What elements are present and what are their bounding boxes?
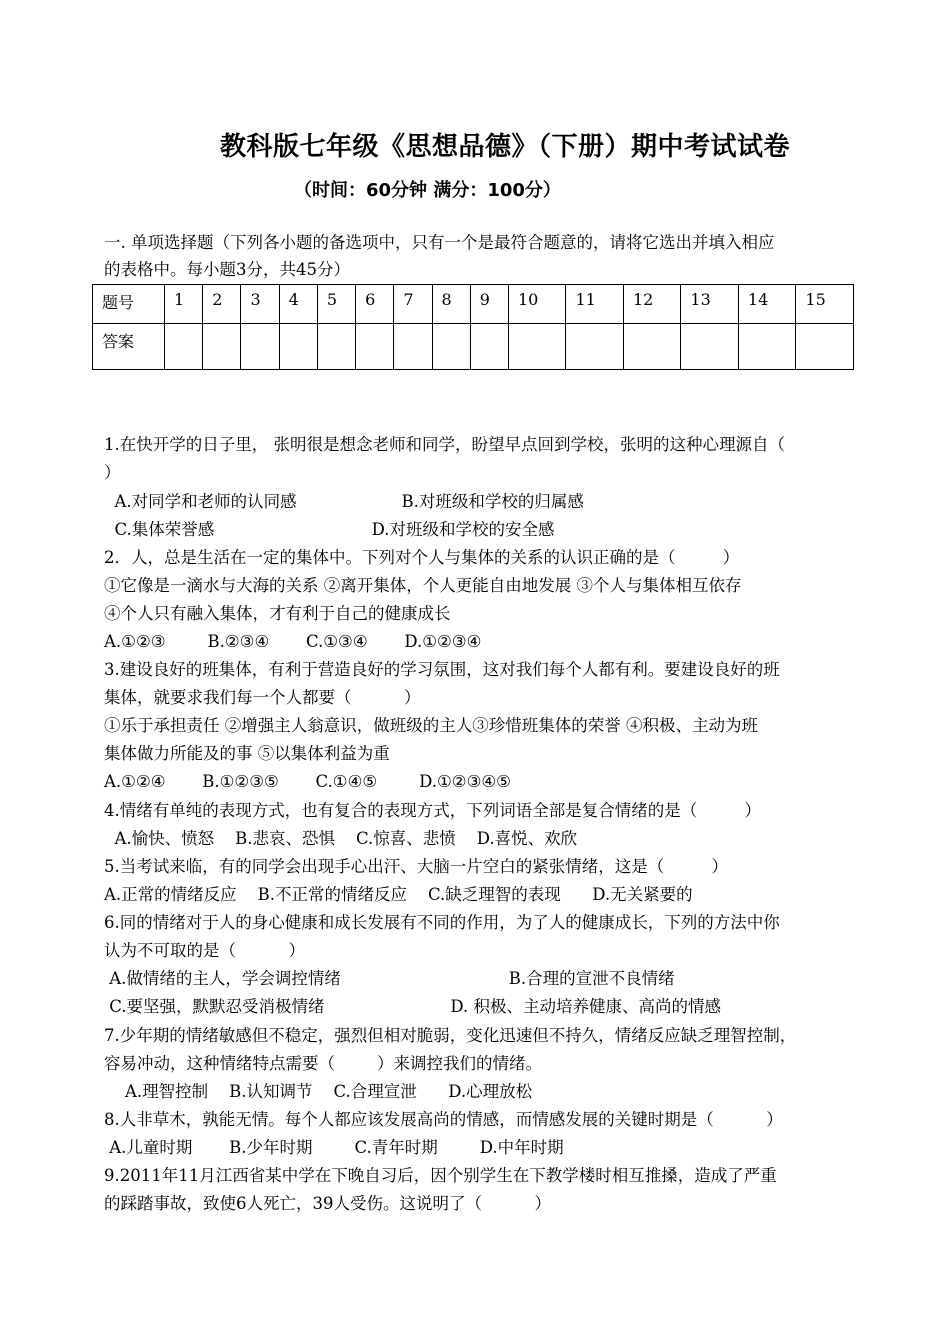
question-text: 4.情绪有单纯的表现方式，也有复合的表现方式，下列词语全部是复合情绪的是（ ） [104, 801, 761, 820]
table-cell: 3 [241, 285, 279, 324]
question-text: ①乐于承担责任 ②增强主人翁意识，做班级的主人③珍惜班集体的荣誉 ④积极、主动为班 [104, 716, 758, 735]
table-cell: 5 [317, 285, 355, 324]
question-text: ①它像是一滴水与大海的关系 ②离开集体，个人更能自由地发展 ③个人与集体相互依存 [104, 576, 742, 595]
answer-option: A.①②③ B.②③④ C.①③④ D.①②③④ [104, 632, 482, 651]
table-cell: 13 [681, 285, 738, 324]
question-text: 集体做力所能及的事 ⑤以集体利益为重 [104, 744, 390, 763]
answer-cell[interactable] [241, 324, 279, 370]
table-cell: 11 [566, 285, 623, 324]
table-cell: 14 [738, 285, 795, 324]
answer-cell[interactable] [432, 324, 470, 370]
section-heading-cont: 的表格中。每小题3分，共45分） [104, 260, 350, 279]
table-row [93, 324, 854, 370]
question-text: 3.建设良好的班集体，有利于营造良好的学习氛围，这对我们每个人都有利。要建设良好的班 [104, 660, 780, 679]
answer-cell[interactable] [165, 324, 203, 370]
answer-cell[interactable] [796, 324, 854, 370]
answer-option: A.①②④ B.①②③⑤ C.①④⑤ D.①②③④⑤ [104, 772, 511, 791]
answer-cell[interactable] [470, 324, 508, 370]
page-title: 教科版七年级《思想品德》（下册）期中考试试卷 [219, 132, 790, 162]
answer-option: C.要坚强，默默忍受消极情绪 D. 积极、主动培养健康、高尚的情感 [104, 997, 722, 1016]
question-text: 5.当考试来临，有的同学会出现手心出汗、大脑一片空白的紧张情绪，这是（ ） [104, 857, 728, 876]
exam-subtitle: （时间：60分钟 满分：100分） [294, 180, 561, 201]
answer-cell[interactable] [394, 324, 432, 370]
question-text: 集体，就要求我们每一个人都要（ ） [104, 688, 421, 707]
table-cell: 9 [470, 285, 508, 324]
table-cell: 12 [623, 285, 680, 324]
question-text: 容易冲动，这种情绪特点需要（ ）来调控我们的情绪。 [104, 1054, 542, 1073]
answer-cell[interactable] [738, 324, 795, 370]
table-cell: 15 [796, 285, 854, 324]
answer-option: A.理智控制 B.认知调节 C.合理宣泄 D.心理放松 [104, 1082, 533, 1101]
question-text: 6.同的情绪对于人的身心健康和成长发展有不同的作用，为了人的健康成长，下列的方法中你 [104, 913, 780, 932]
table-row [93, 285, 854, 324]
answer-cell[interactable] [623, 324, 680, 370]
table-cell: 10 [508, 285, 565, 324]
question-text: ） [104, 463, 121, 482]
answer-option: A.对同学和老师的认同感 B.对班级和学校的归属感 [104, 492, 584, 511]
answer-cell[interactable] [279, 324, 317, 370]
answer-cell[interactable] [317, 324, 355, 370]
answer-cell[interactable] [681, 324, 738, 370]
answer-option: A.正常的情绪反应 B.不正常的情绪反应 C.缺乏理智的表现 D.无关紧要的 [104, 885, 693, 904]
table-cell: 1 [165, 285, 203, 324]
question-text: 的踩踏事故，致使6人死亡，39人受伤。这说明了（ ） [104, 1194, 551, 1213]
answer-option: A.做情绪的主人，学会调控情绪 B.合理的宣泄不良情绪 [104, 969, 675, 988]
question-text: 7.少年期的情绪敏感但不稳定，强烈但相对脆弱，变化迅速但不持久，情绪反应缺乏理智控制， [104, 1026, 797, 1045]
answer-cell[interactable] [356, 324, 394, 370]
answer-option: A.儿童时期 B.少年时期 C.青年时期 D.中年时期 [104, 1138, 564, 1157]
table-cell: 4 [279, 285, 317, 324]
question-text: 认为不可取的是（ ） [104, 941, 305, 960]
answer-option: C.集体荣誉感 D.对班级和学校的安全感 [104, 520, 555, 539]
section-heading: 一. 单项选择题（下列各小题的备选项中，只有一个是最符合题意的，请将它选出并填入相应 [104, 233, 775, 252]
answer-option: A.愉快、愤怒 B.悲哀、恐惧 C.惊喜、悲愤 D.喜悦、欢欣 [104, 829, 578, 848]
answer-cell[interactable] [566, 324, 623, 370]
table-cell: 8 [432, 285, 470, 324]
question-text: ④个人只有融入集体，才有利于自己的健康成长 [104, 604, 451, 623]
question-text: 9.2011年11月江西省某中学在下晚自习后，因个别学生在下教学楼时相互推搡，造成了严重 [104, 1166, 777, 1185]
answer-cell[interactable] [203, 324, 241, 370]
table-cell: 7 [394, 285, 432, 324]
table-cell: 2 [203, 285, 241, 324]
answer-table [92, 284, 854, 370]
table-cell: 6 [356, 285, 394, 324]
answer-cell[interactable] [508, 324, 565, 370]
question-text: 2．人，总是生活在一定的集体中。下列对个人与集体的关系的认识正确的是（ ） [104, 548, 740, 567]
row-label-number: 题号 [93, 285, 165, 324]
row-label-answer: 答案 [93, 324, 165, 370]
question-text: 1.在快开学的日子里， 张明很是想念老师和同学，盼望早点回到学校，张明的这种心理源自（ [104, 435, 785, 454]
question-text: 8.人非草木，孰能无情。每个人都应该发展高尚的情感，而情感发展的关键时期是（ ） [104, 1110, 783, 1129]
